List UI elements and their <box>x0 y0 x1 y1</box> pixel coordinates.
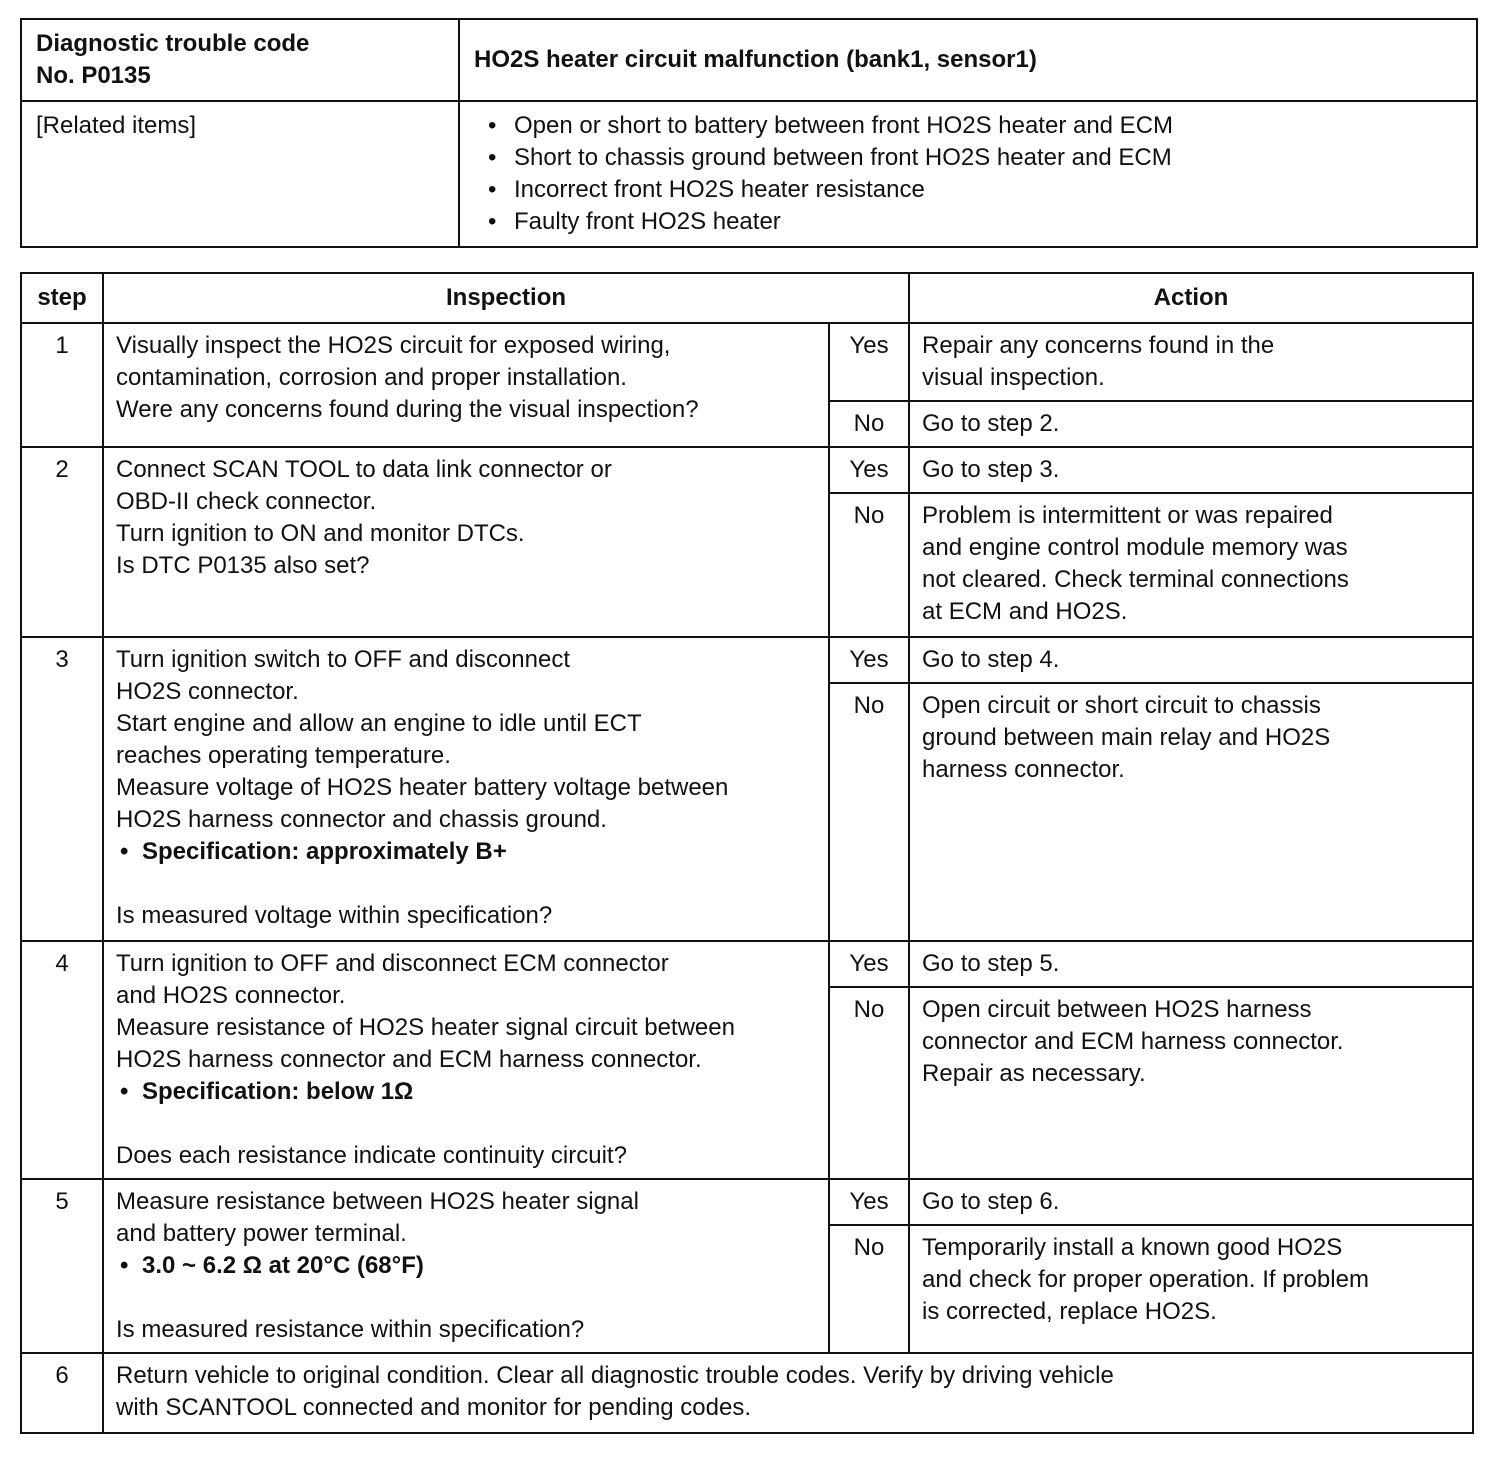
action-line: visual inspection. <box>922 364 1105 391</box>
step-inspection <box>103 447 829 637</box>
inspection-line: Start engine and allow an engine to idle until ECT <box>116 710 642 737</box>
no-label: No <box>829 987 909 1179</box>
yes-label: Yes <box>829 941 909 987</box>
yes-label: Yes <box>829 637 909 683</box>
action-line: Problem is intermittent or was repaired <box>922 502 1333 529</box>
yes-label: Yes <box>829 323 909 401</box>
related-item: • Open or short to battery between front HO2S heater and ECM <box>514 110 1462 142</box>
yes-action <box>909 323 1473 401</box>
no-action <box>909 1225 1473 1353</box>
no-action <box>909 987 1473 1179</box>
dtc-header-table <box>20 18 1478 248</box>
inspection-line: and battery power terminal. <box>116 1220 407 1247</box>
specification: • Specification: approximately B+ <box>116 836 816 868</box>
inspection-line: Return vehicle to original condition. Clear all diagnostic trouble codes. Verify by driving vehicle <box>116 1362 1114 1389</box>
spacer <box>116 868 816 900</box>
action-line: Temporarily install a known good HO2S <box>922 1234 1343 1261</box>
step-number: 3 <box>21 637 103 941</box>
inspection-line: Turn ignition to ON and monitor DTCs. <box>116 520 525 547</box>
action-line: Go to step 3. <box>922 456 1060 483</box>
inspection-line: Visually inspect the HO2S circuit for exposed wiring, <box>116 332 671 359</box>
dtc-title: HO2S heater circuit malfunction (bank1, sensor1) <box>459 19 1477 101</box>
related-items-list <box>474 110 1462 238</box>
col-header-step: step <box>21 273 103 323</box>
action-line: not cleared. Check terminal connections <box>922 566 1349 593</box>
col-header-action: Action <box>909 273 1473 323</box>
inspection-line: Is DTC P0135 also set? <box>116 552 370 579</box>
related-items-cell <box>459 101 1477 247</box>
inspection-line: Turn ignition switch to OFF and disconnect <box>116 646 570 673</box>
yes-label: Yes <box>829 447 909 493</box>
inspection-line: OBD-II check connector. <box>116 488 377 515</box>
action-line: Open circuit or short circuit to chassis <box>922 692 1321 719</box>
inspection-line: Connect SCAN TOOL to data link connector or <box>116 456 612 483</box>
no-label: No <box>829 401 909 447</box>
related-item: • Faulty front HO2S heater <box>514 206 1462 238</box>
yes-label: Yes <box>829 1179 909 1225</box>
spacer <box>116 1282 816 1314</box>
spacer <box>116 1108 816 1140</box>
action-line: connector and ECM harness connector. <box>922 1028 1344 1055</box>
action-line: ground between main relay and HO2S <box>922 724 1331 751</box>
step-inspection <box>103 941 829 1179</box>
dtc-number: No. P0135 <box>36 62 151 89</box>
action-line: Go to step 2. <box>922 410 1060 437</box>
step-number: 5 <box>21 1179 103 1353</box>
yes-action <box>909 1179 1473 1225</box>
action-line: is corrected, replace HO2S. <box>922 1298 1217 1325</box>
step-number: 4 <box>21 941 103 1179</box>
step-number: 1 <box>21 323 103 447</box>
step-number: 6 <box>21 1353 103 1433</box>
no-action <box>909 401 1473 447</box>
inspection-line: and HO2S connector. <box>116 982 346 1009</box>
action-line: at ECM and HO2S. <box>922 598 1128 625</box>
inspection-line: Turn ignition to OFF and disconnect ECM connector <box>116 950 669 977</box>
step-inspection <box>103 323 829 447</box>
col-header-inspection: Inspection <box>103 273 909 323</box>
inspection-line: HO2S connector. <box>116 678 299 705</box>
step-inspection <box>103 637 829 941</box>
action-line: Repair any concerns found in the <box>922 332 1275 359</box>
related-items-label: [Related items] <box>21 101 459 247</box>
yes-action <box>909 637 1473 683</box>
action-line: Go to step 6. <box>922 1188 1060 1215</box>
inspection-line: contamination, corrosion and proper installation. <box>116 364 627 391</box>
step-inspection <box>103 1179 829 1353</box>
no-label: No <box>829 1225 909 1353</box>
step-number: 2 <box>21 447 103 637</box>
inspection-line: Measure voltage of HO2S heater battery voltage between <box>116 774 729 801</box>
no-label: No <box>829 683 909 941</box>
dtc-label: Diagnostic trouble code <box>36 30 310 57</box>
inspection-line: with SCANTOOL connected and monitor for pending codes. <box>116 1394 752 1421</box>
inspection-line: HO2S harness connector and chassis ground. <box>116 806 607 833</box>
inspection-line: Measure resistance between HO2S heater signal <box>116 1188 639 1215</box>
inspection-line: Measure resistance of HO2S heater signal circuit between <box>116 1014 735 1041</box>
no-label: No <box>829 493 909 637</box>
action-line: Go to step 4. <box>922 646 1060 673</box>
no-action <box>909 683 1473 941</box>
yes-action <box>909 941 1473 987</box>
inspection-steps-table <box>20 272 1474 1434</box>
specification: • 3.0 ~ 6.2 Ω at 20°C (68°F) <box>116 1250 816 1282</box>
action-line: Go to step 5. <box>922 950 1060 977</box>
action-line: Repair as necessary. <box>922 1060 1146 1087</box>
inspection-line: reaches operating temperature. <box>116 742 451 769</box>
yes-action <box>909 447 1473 493</box>
action-line: Open circuit between HO2S harness <box>922 996 1312 1023</box>
no-action <box>909 493 1473 637</box>
action-line: and check for proper operation. If problem <box>922 1266 1369 1293</box>
inspection-line: HO2S harness connector and ECM harness connector. <box>116 1046 702 1073</box>
action-line: and engine control module memory was <box>922 534 1348 561</box>
specification: • Specification: below 1Ω <box>116 1076 816 1108</box>
inspection-question: Is measured resistance within specification? <box>116 1316 585 1343</box>
inspection-question: Is measured voltage within specification? <box>116 902 553 929</box>
dtc-code-cell <box>21 19 459 101</box>
action-line: harness connector. <box>922 756 1125 783</box>
inspection-line: Were any concerns found during the visual inspection? <box>116 396 699 423</box>
step-inspection <box>103 1353 1473 1433</box>
inspection-question: Does each resistance indicate continuity circuit? <box>116 1142 627 1169</box>
related-item: • Incorrect front HO2S heater resistance <box>514 174 1462 206</box>
related-item: • Short to chassis ground between front HO2S heater and ECM <box>514 142 1462 174</box>
